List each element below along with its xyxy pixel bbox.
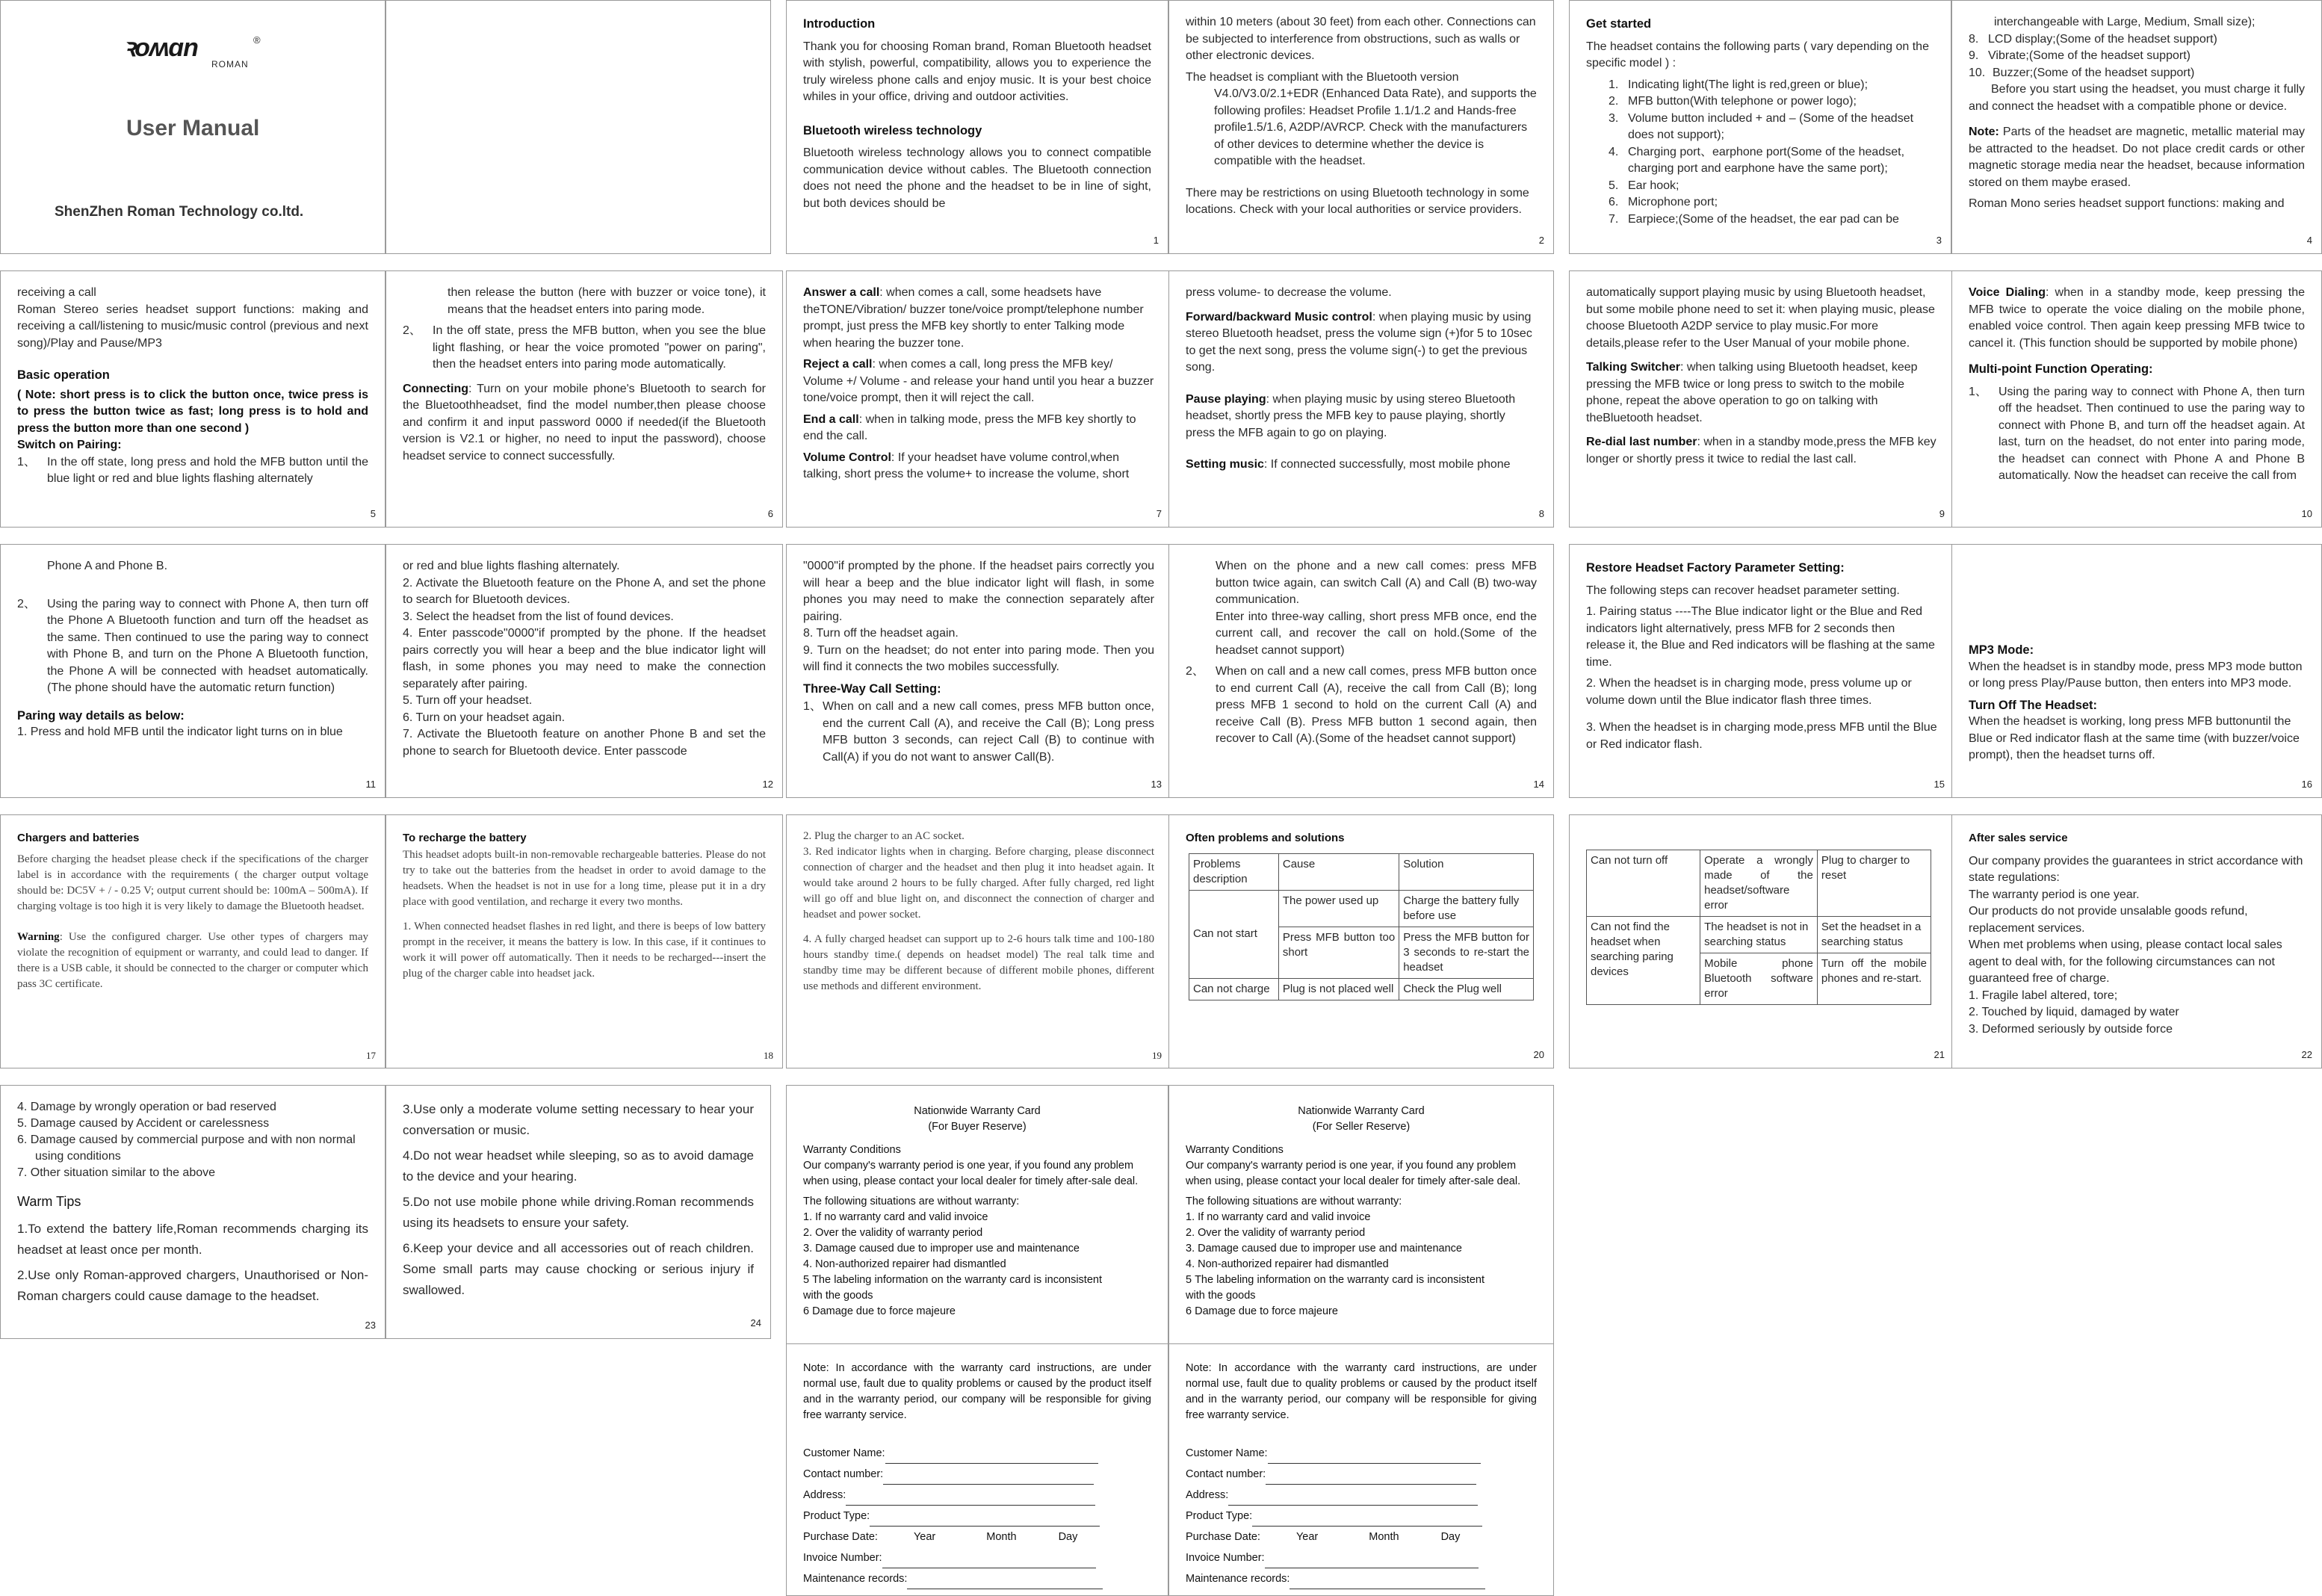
manual-page-1 [786,0,1168,254]
company-name: ShenZhen Roman Technology co.ltd. [55,204,304,220]
manual-page-23 [0,1085,386,1339]
list-item: 2. Activate the Bluetooth feature on the Phone A, and set the phone to search for Bluetooth devices. [403,576,766,606]
manual-page-15 [1569,544,1954,798]
page-number: 8 [1538,507,1544,519]
text: 1. Press and hold MFB until the indicator light turns on in blue [17,726,343,738]
list-item: 5. Damage caused by Accident or carelessness [17,1117,270,1130]
list-item: When on call and a new call comes, press MFB button once to end current Call (A), receive the call from Call (B); long press MFB 1 second to hold on the current Call (A) and receive Call (B). Press MFB button 1 second again, then recover to Call (A).(Some of the headset cannot support) [1216,665,1537,745]
list-item: 1. If no warranty card and valid invoice [1186,1211,1371,1223]
field-label: Customer Name: [1186,1447,1268,1459]
list-item: 2. Touched by liquid, damaged by water [1969,1006,2179,1018]
list-item: 2. Over the validity of warranty period [1186,1227,1366,1239]
logo-reg-mark: ® [253,34,261,46]
purchase-date-field[interactable] [1186,1527,1537,1547]
intro-text: Thank you for choosing Roman brand, Roman Bluetooth headset with stylish, powerful, compatibility, allows you to experience the truly wireless phone calls and enjoy music. It is your best choice whiles in your office, driving and outdoor activities. [803,40,1151,103]
list-number: 4. [1609,145,1619,158]
field-label: Invoice Number: [1186,1552,1265,1564]
setting-text: : If connected successfully, most mobile phone [1263,458,1511,471]
list-item: Charging port、earphone port(Some of the headset, charging port and earphone have the same port); [1628,145,1905,175]
list-item: Ear hook; [1628,179,1679,192]
heading-chargers: Chargers and batteries [17,832,140,844]
manual-page-13 [786,544,1171,798]
manual-page-cover [0,0,386,254]
text: 2. When the headset is in charging mode, press volume up or volume down until the Blue indicator flash three times. [1586,677,1912,707]
table-cell: Can not turn off [1587,850,1700,917]
purchase-date-field[interactable] [803,1527,1151,1547]
field-label: Customer Name: [803,1447,885,1459]
table-cell: Press MFB button too short [1278,927,1399,978]
text: When the headset is working, long press MFB buttonuntil the Blue or Red indicator flash at the same time (with buzzer/voice prompt), then the headset turns off. [1969,715,2300,761]
list-number: 2、 [403,324,421,337]
heading-mp3: MP3 Mode: [1969,643,2034,657]
text: then release the button (here with buzzer or voice tone), it means that the headset enters into paring mode. [448,286,766,316]
contact-number-field[interactable] [1186,1464,1537,1485]
page-number: 22 [2301,1048,2312,1060]
table-cell: Operate a wrongly made of the headset/software error [1700,850,1818,917]
list-number: 10. [1969,66,1986,79]
list-item: 3. Damage caused due to improper use and maintenance [803,1243,1080,1255]
conditions-text: Our company's warranty period is one year, if you found any problem when using, please contact your local dealer for timely after-sale deal. [1186,1160,1521,1187]
manual-page-21 [1569,814,1954,1068]
volume-label: Volume Control [803,451,891,464]
text: There may be restrictions on using Bluetooth technology in some locations. Check with your local authorities or service providers. [1186,186,1529,216]
table-cell: Can not charge [1189,978,1279,1000]
table-cell: The headset is not in searching status [1700,917,1818,953]
text: press volume- to decrease the volume. [1186,286,1392,299]
heading-basic-operation: Basic operation [17,368,110,382]
manual-page-blank [386,0,771,254]
text: The headset contains the following parts ( vary depending on the specific model ) : [1586,40,1929,69]
product-type-field[interactable] [803,1506,1151,1527]
situations-heading: The following situations are without warranty: [803,1196,1020,1207]
text: This headset adopts built-in non-removable rechargeable batteries. Please do not try to take out the batteries from the headset in order to avoid damage to the headsets. When the headset is not in use for a long time, please put it in a dry place with good ventilation, and recharge it every two months. [403,849,766,908]
field-label: Month [1369,1531,1399,1543]
note-label: Note: [1969,126,1999,138]
text: Phone A and Phone B. [47,560,168,572]
warranty-note: Note: In accordance with the warranty card instructions, are under normal use, fault due to quality problems or caused by the product itself and in the warranty period, our company will be responsible for giving free warranty service. [803,1362,1151,1421]
end-label: End a call [803,412,859,426]
tip-text: 3.Use only a moderate volume setting necessary to hear your conversation or music. [403,1102,754,1137]
list-item: 9. Turn on the headset; do not enter into paring mode. Then you will find it connects the two mobiles successfully. [803,643,1154,673]
heading-turn-off: Turn Off The Headset: [1969,698,2098,712]
text: 4. A fully charged headset can support up to 2-6 hours talk time and 100-180 hours standby time.( depends on headset model) The real talk time and standby time may be different because of different mobile phones, different use methods and different environment. [803,933,1154,992]
list-item: In the off state, press the MFB button, when you see the blue light flashing, or hear the voice promoted "power on paring", then the headset enters into paring mode automatically. [433,324,766,371]
field-label: Day [1058,1531,1078,1543]
text: The headset is compliant with the Bluetooth version [1186,70,1459,84]
list-item: 1. If no warranty card and valid invoice [803,1211,988,1223]
table-row [1189,978,1534,1000]
roman-logo [123,31,273,75]
address-field[interactable] [1186,1485,1537,1506]
manual-page-12 [386,544,783,798]
field-label: Year [913,1531,936,1543]
page-number: 18 [764,1050,773,1061]
table-cell: Set the headset in a searching status [1817,917,1931,953]
table-cell: The power used up [1278,890,1399,927]
manual-page-8 [1168,270,1554,528]
list-item: 7. Other situation similar to the above [17,1166,216,1179]
list-item: LCD display;(Some of the headset support) [1988,32,2217,46]
list-number: 6. [1609,196,1619,208]
text: When the headset is in standby mode, press MP3 mode button or long press Play/Pause button, then enters into MP3 mode. [1969,660,2303,690]
warranty-title: Nationwide Warranty Card [1298,1105,1425,1117]
end-text: : when in talking mode, press the MFB key shortly to end the call. [803,412,1136,442]
product-type-field[interactable] [1186,1506,1537,1527]
text: 3. When the headset is in charging mode,press MFB until the Blue or Red indicator flash. [1586,721,1937,751]
invoice-number-field[interactable] [803,1547,1151,1568]
list-item: 6 Damage due to force majeure [803,1305,956,1317]
text: Enter into three-way calling, short press MFB once, end the current call, and recover the call on hold.(Some of the headset cannot support) [1216,610,1537,657]
manual-page-24 [386,1085,771,1339]
answer-text: : when comes a call, some headsets have theTONE/Vibration/ buzzer tone/voice prompt/telephone number prompt, just press the MFB key shortly to enter Talking mode when hearing the buzzer tone. [803,286,1144,350]
problems-table [1189,853,1534,1000]
text: 3. Red indicator lights when in charging. Before charging, please disconnect connection of charger and the headset and then plug it into headset again. It would take around 2 hours to be fully charged. After fully charged, red light will go off and blue light on, and disconnect the connection of charger and headset and power socket. [803,846,1154,921]
list-item: Earpiece;(Some of the headset, the ear pad can be [1628,212,1899,226]
manual-page-3 [1569,0,1951,254]
list-number: 1. [1609,78,1619,91]
field-label: Day [1440,1531,1461,1543]
connecting-label: Connecting [403,382,468,395]
warning-text: : Use the configured charger. Use other types of chargers may violate the recognition of equipment or warranty, and could lead to danger. If there is a USB cable, it should be connected to the charger or computer which pass 3C certificate. [17,931,368,990]
manual-page-10 [1951,270,2322,528]
pause-label: Pause playing [1186,392,1266,406]
page-number: 3 [1936,234,1942,246]
table-cell: Can not find the headset when searching paring devices [1587,917,1700,1005]
page-number: 15 [1934,778,1945,790]
list-item: 1. Fragile label altered, tore; [1969,989,2118,1002]
warranty-title: Nationwide Warranty Card [914,1105,1041,1117]
text: The warranty period is one year. [1969,888,2140,901]
table-cell: Can not start [1189,890,1279,978]
table-cell: Mobile phone Bluetooth software error [1700,953,1818,1005]
list-item: 5 The labeling information on the warranty card is inconsistent with the goods [1186,1274,1484,1302]
page-number: 19 [1152,1050,1162,1061]
heading-multipoint: Multi-point Function Operating: [1969,362,2153,376]
field-label: Contact number: [1186,1468,1266,1480]
page-number: 2 [1538,234,1544,246]
field-label: Purchase Date: [803,1531,878,1543]
text: V4.0/V3.0/2.1+EDR (Enhanced Data Rate), and supports the following profiles: Headset Profile 1.1/1.2 and Hands-free profile1.5/1.6, A2DP/AVRCP. Check with the manufacturers of other devices to determine whether the device is compatible with the headset. [1214,87,1537,167]
list-number: 7. [1609,212,1619,226]
list-item: 3. Select the headset from the list of found devices. [403,610,674,623]
text: The following steps can recover headset parameter setting. [1586,584,1900,597]
text: receiving a call [17,286,96,299]
roman-logo-mark [123,31,273,75]
list-number: 2、 [1186,665,1204,678]
field-label: Invoice Number: [803,1552,882,1564]
tip-text: 6.Keep your device and all accessories out of reach children. Some small parts may cause chocking or serious injury if swallowed. [403,1241,754,1297]
redial-label: Re-dial last number [1586,436,1697,448]
reject-text: : when comes a call, long press the MFB key/ Volume +/ Volume - and release your hand until you hear a buzzer tone/voice prompt, then it will reject the call. [803,358,1154,404]
table-header: Problems description [1189,853,1279,890]
text: 1. When connected headset flashes in red light, and there is beeps of low battery prompt in the receiver, it means the battery is low. In this case, if it continues to work it will power off automatically. Then it needs to be recharged---insert the plug of the charger cable into headset jack. [403,921,766,980]
page-number: 10 [2301,507,2312,519]
situations-heading: The following situations are without warranty: [1186,1196,1402,1207]
list-item: 4. Enter passcode"0000"if prompted by the phone. If the headset pairs correctly you will hear a beep and the blue indicator light will flash, in some phones you may need to make the connection separately after pairing. [403,627,766,690]
manual-page-19 [786,814,1171,1068]
page-number: 1 [1153,234,1159,246]
field-label: Maintenance records: [803,1573,908,1585]
list-number: 9. [1969,49,1979,62]
fb-text: : when playing music by using stereo Bluetooth headset, press the volume sign (+)for 5 to 10sec to get the next song, press the volume sign(-) to get the previous song. [1186,310,1532,374]
manual-page-11 [0,544,386,798]
text: 2. Plug the charger to an AC socket. [803,830,965,842]
field-label: Maintenance records: [1186,1573,1290,1585]
table-cell: Charge the battery fully before use [1399,890,1534,927]
list-item: 8. Turn off the headset again. [803,627,959,640]
customer-name-field[interactable] [1186,1443,1537,1464]
tip-text: 2.Use only Roman-approved chargers, Unauthorised or Non-Roman chargers could cause damage to the headset. [17,1268,368,1303]
field-label: Month [986,1531,1017,1543]
list-item: In the off state, long press and hold the MFB button until the blue light or red and blue lights flashing alternately [47,455,368,485]
list-number: 8. [1969,32,1979,46]
list-item: Buzzer;(Some of the headset support) [1993,66,2195,79]
text: automatically support playing music by using Bluetooth headset, but some mobile phone need to set it: when playing music, please choose Bluetooth A2DP service to play music.For more details,please refer to the User Manual of your mobile phone. [1586,286,1935,350]
list-item: 5 The labeling information on the warranty card is inconsistent with the goods [803,1274,1102,1302]
warranty-note: Note: In accordance with the warranty card instructions, are under normal use, fault due to quality problems or caused by the product itself and in the warranty period, our company will be responsible for giving free warranty service. [1186,1362,1537,1421]
page-number: 23 [365,1320,376,1331]
field-label: Address: [1186,1489,1229,1501]
text: "0000"if prompted by the phone. If the headset pairs correctly you will hear a beep and the blue indicator light will flash, in some phones you may need to make the connection separately after pairing. [803,560,1154,623]
table-cell: Plug is not placed well [1278,978,1399,1000]
voice-dial-text: : when in a standby mode, keep pressing the MFB twice to operate the voice dialing on the mobile phone, enabled voice control. Then again keep pressing MFB twice to cancel it. (This function should be supported by mobile phone) [1969,286,2305,350]
manual-page-16 [1951,544,2322,798]
list-number: 2、 [17,597,36,610]
heading-get-started: Get started [1586,17,1652,31]
field-label: Product Type: [1186,1510,1253,1522]
list-item: 3. Damage caused due to improper use and maintenance [1186,1243,1462,1255]
list-number: 1、 [17,455,36,468]
warning-label: Warning [17,931,60,943]
bluetooth-text: Bluetooth wireless technology allows you to connect compatible communication device without cables. The Bluetooth connection does not need the phone and the headset to be in line of sight, but both devices should be [803,146,1151,210]
list-item: 2. Over the validity of warranty period [803,1227,983,1239]
text: within 10 meters (about 30 feet) from each other. Connections can be subjected to interference from obstructions, such as walls or other electronic devices. [1186,16,1536,62]
problems-table-continued [1586,850,1931,1005]
heading-paring-way: Paring way details as below: [17,708,185,723]
table-row [1587,850,1931,917]
svg-text:ꝛoʍɑn: ꝛoʍɑn [123,34,198,62]
answer-label: Answer a call [803,286,880,299]
page-number: 14 [1533,778,1544,790]
list-item: 3. Deformed seriously by outside force [1969,1022,2173,1036]
list-item: Indicating light(The light is red,green or blue); [1628,78,1869,91]
manual-page-14 [1168,544,1554,798]
table-header: Cause [1278,853,1399,890]
address-field[interactable] [803,1485,1151,1506]
page-number: 4 [2306,234,2312,246]
fb-label: Forward/backward Music control [1186,310,1372,324]
tip-text: 5.Do not use mobile phone while driving.Roman recommends using its headsets to ensure your safety. [403,1195,754,1230]
maintenance-records-field[interactable] [803,1568,1151,1589]
heading-three-way: Three-Way Call Setting: [803,681,941,696]
invoice-number-field[interactable] [1186,1547,1537,1568]
manual-page-2 [1168,0,1554,254]
warranty-subtitle: (For Seller Reserve) [1312,1121,1411,1133]
redial-text: : when in a standby mode,press the MFB key longer or shortly press it twice to redial the last call. [1586,436,1936,466]
text: Our company provides the guarantees in strict accordance with state regulations: [1969,854,2303,884]
manual-page-18 [386,814,783,1068]
manual-page-5 [0,270,386,528]
page-number: 5 [370,507,376,519]
list-item: 4. Damage by wrongly operation or bad reserved [17,1101,276,1113]
page-number: 24 [750,1317,761,1329]
text: When on the phone and a new call comes: press MFB button twice again, can switch Call (A) and Call (B) two-way communication. [1216,560,1537,606]
warranty-card-seller [1168,1085,1554,1596]
logo-subtext: ROMAN [211,59,249,69]
manual-page-4 [1951,0,2322,254]
list-item: 6. Damage caused by commercial purpose and with non normal using conditions [17,1133,356,1163]
table-cell: Turn off the mobile phones and re-start. [1817,953,1931,1005]
heading-introduction: Introduction [803,17,876,31]
field-label: Purchase Date: [1186,1531,1260,1543]
tip-text: 4.Do not wear headset while sleeping, so as to avoid damage to the device and your hearing. [403,1148,754,1184]
list-number: 3. [1609,111,1619,125]
conditions-heading: Warranty Conditions [1186,1144,1284,1156]
conditions-text: Our company's warranty period is one year, if you found any problem when using, please contact your local dealer for timely after-sale deal. [803,1160,1139,1187]
text: 1. Pairing status ----The Blue indicator light or the Blue and Red indicators light alternatively, press MFB for 2 seconds then release it, the Blue and Red indicators will be flashing at the same time. [1586,605,1935,669]
heading-recharge: To recharge the battery [403,832,527,844]
page-number: 17 [366,1050,376,1061]
table-cell: Plug to charger to reset [1817,850,1931,917]
page-number: 12 [762,778,773,790]
list-item: MFB button(With telephone or power logo); [1628,95,1857,108]
list-item: 6 Damage due to force majeure [1186,1305,1338,1317]
heading-warm-tips: Warm Tips [17,1194,81,1209]
page-number: 9 [1939,507,1945,519]
manual-page-6 [386,270,783,528]
table-row [1189,890,1534,927]
list-item: 7. Activate the Bluetooth feature on another Phone B and set the phone to search for Bluetooth device. Enter passcode [403,728,766,758]
page-number: 6 [767,507,773,519]
note-text: Parts of the headset are magnetic, metallic material may be attracted to the headset. Do not place credit cards or other magnetic storage media near the headset, because information stored on them maybe erased. [1969,126,2305,189]
heading-bluetooth: Bluetooth wireless technology [803,123,982,137]
table-cell: Press the MFB button for 3 seconds to re-start the headset [1399,927,1534,978]
talk-switch-text: : when talking using Bluetooth headset, keep pressing the MFB twice or long press to switch to the mobile phone, repeat the above operation to go on talking with theBluetooth headset. [1586,361,1918,424]
list-item: 5. Turn off your headset. [403,694,533,707]
list-item: Volume button included + and – (Some of the headset does not support); [1628,111,1914,141]
field-label: Contact number: [803,1468,884,1480]
contact-number-field[interactable] [803,1464,1151,1485]
list-item: 4. Non-authorized repairer had dismantled [1186,1258,1389,1270]
table-row [1587,917,1931,953]
heading-problems: Often problems and solutions [1186,832,1345,844]
manual-page-20 [1168,814,1554,1068]
customer-name-field[interactable] [803,1443,1151,1464]
manual-title: User Manual [126,116,260,140]
list-number: 1、 [1969,385,1987,398]
list-number: 1、 [803,700,822,713]
manual-page-17 [0,814,386,1068]
page-number: 13 [1151,778,1162,790]
text: When met problems when using, please contact local sales agent to deal with, for the following circumstances can not guaranteed free of charge. [1969,938,2282,985]
list-number: 5. [1609,179,1619,192]
conditions-heading: Warranty Conditions [803,1144,901,1156]
list-item: Using the paring way to connect with Phone A, then turn off the Phone A Bluetooth function and turn off the headset as the same. Then continued to use the paring way to connect with Phone B, and turn on the Phone A Bluetooth function, the Phone A will be connected with headset automatically. (The phone should have the automatic return function) [47,597,368,694]
tip-text: 1.To extend the battery life,Roman recommends charging its headset at least once per month. [17,1222,368,1257]
maintenance-records-field[interactable] [1186,1568,1537,1589]
heading-restore: Restore Headset Factory Parameter Setting: [1586,561,1845,575]
list-item: When on call and a new call comes, press MFB button once, end the current Call (A), and receive the Call (B); Long press MFB button 3 seconds, can reject Call (B) to continue with Call(A) if you do not want to answer Call(B). [823,700,1154,764]
field-label: Year [1295,1531,1319,1543]
text: or red and blue lights flashing alternately. [403,560,620,572]
note-text: ( Note: short press is to click the button once, twice press is to press the button twice as fast; long press is to hold and press the button more than one second ) [17,388,368,435]
heading-after-sales: After sales service [1969,832,2068,844]
manual-page-9 [1569,270,1954,528]
text: Before you start using the headset, you must charge it fully and connect the headset with a compatible phone or device. [1969,83,2305,113]
page-number: 20 [1533,1048,1544,1060]
text: Before charging the headset please check if the specifications of the charger label is in accordance with the requirements ( the charger output voltage should be: DC5V + / - 0.25 V; output current should be: 100mA – 500mA). If charging voltage is too high it is very likely to damage the Bluetooth headset. [17,853,368,912]
setting-label: Setting music [1186,458,1264,471]
text: Roman Mono series headset support functions: making and [1969,197,2285,210]
list-number: 2. [1609,95,1619,108]
page-number: 7 [1156,507,1162,519]
page-number: 21 [1934,1048,1945,1060]
switch-heading: Switch on Pairing: [17,439,122,451]
table-header: Solution [1399,853,1534,890]
page-number: 16 [2301,778,2312,790]
list-item: Microphone port; [1628,196,1718,208]
reject-label: Reject a call [803,358,873,371]
manual-page-7 [786,270,1171,528]
warranty-subtitle: (For Buyer Reserve) [928,1121,1027,1133]
voice-dial-label: Voice Dialing [1969,286,2046,299]
manual-page-22 [1951,814,2322,1068]
table-header-row [1189,853,1534,890]
field-label: Address: [803,1489,846,1501]
table-cell: Check the Plug well [1399,978,1534,1000]
list-item: 6. Turn on your headset again. [403,711,566,724]
list-item: Vibrate;(Some of the headset support) [1988,49,2191,62]
connecting-text: : Turn on your mobile phone's Bluetooth to search for the Bluetoothheadset, find the model number,then please choose and confirm it and input password 0000 if needed(if the Bluetooth version is V2.1 or higher, no need to input the password), choose headset service to connect successfully. [403,382,766,463]
talk-switch-label: Talking Switcher [1586,361,1680,374]
text: interchangeable with Large, Medium, Small size); [1994,16,2256,28]
pause-text: : when playing music by using stereo Bluetooth headset, shortly press the MFB key to pause playing, shortly press the MFB again to go on playing. [1186,392,1516,439]
list-item: 4. Non-authorized repairer had dismantled [803,1258,1006,1270]
warranty-card-buyer [786,1085,1168,1596]
list-item: Using the paring way to connect with Phone A, then turn off the headset. Then continued to use the paring way to connect with Phone B, and turn off the headset again. At last, turn on the headset, do not enter into paring mode, the headset can connect with Phone A and Phone B automatically. Now the headset can receive the call from [1999,385,2305,482]
text: Roman Stereo series headset support functions: making and receiving a call/listening to music/music control (previous and next song)/Play and Pause/MP3 [17,303,368,350]
volume-text: : If your headset have volume control,when talking, short press the volume+ to increase the volume, short [803,451,1130,480]
page-number: 11 [365,778,376,790]
field-label: Product Type: [803,1510,870,1522]
text: Our products do not provide unsalable goods refund, replacement services. [1969,905,2248,935]
